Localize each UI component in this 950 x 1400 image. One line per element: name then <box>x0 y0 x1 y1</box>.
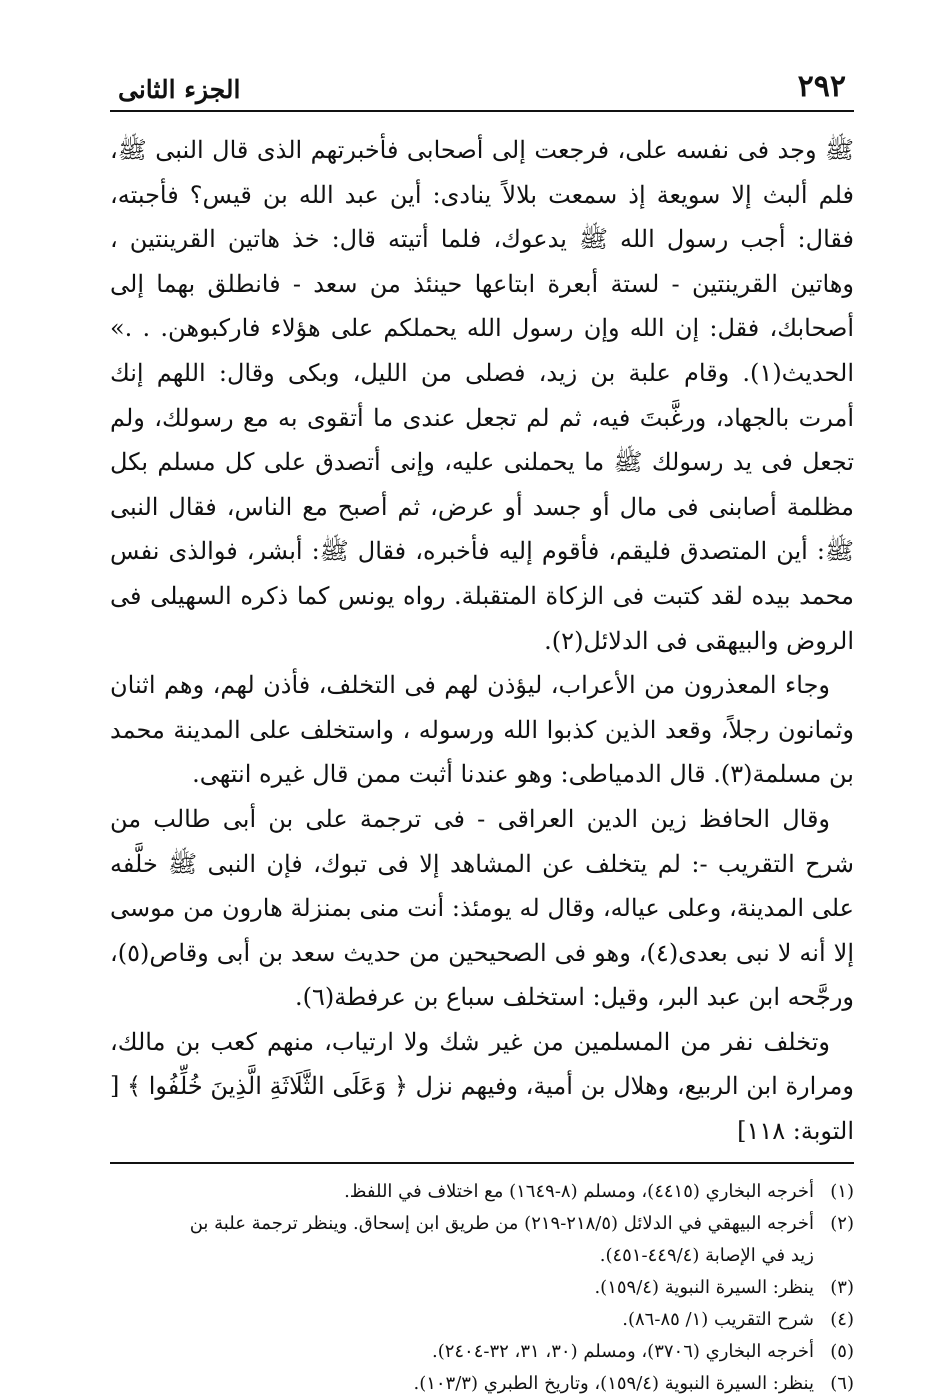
main-text <box>110 128 854 1154</box>
footnote-number: (٤) <box>830 1308 854 1330</box>
footnotes <box>110 1176 854 1400</box>
footnote <box>110 1336 854 1368</box>
footnote-number: (٥) <box>830 1340 854 1362</box>
footnote-text: ينظر: السيرة النبوية (١٥٩/٤). <box>594 1276 814 1298</box>
page-number: ٢٩٢ <box>797 69 846 104</box>
footnote-text: أخرجه البخاري (٤٤١٥)، ومسلم (٨-١٦٤٩) مع اختلاف في اللفظ. <box>344 1180 814 1202</box>
paragraph: ﷺ وجد فى نفسه على، فرجعت إلى أصحابى فأخبرتهم الذى قال النبى ﷺ، فلم ألبث إلا سويعة إذ سمعت بلالاً ينادى: أين عبد الله بن قيس؟ فأجبته، فقال: أجب رسول الله ﷺ يدعوك، فلما أتيته قال: خذ هاتين القرينتين ، وهاتين القرينتين - لستة أبعرة ابتاعها حينئذ من سعد - فانطلق بهما إلى أصحابك، فقل: إن الله وإن رسول الله يحملكم على هؤلاء فاركبوهن. . .» الحديث(١). وقام علبة بن زيد، فصلى من الليل، وبكى وقال: اللهم إنك أمرت بالجهاد، ورغَّبتَ فيه، ثم لم تجعل عندى ما أتقوى به مع رسولك، ولم تجعل فى يد رسولك ﷺ ما يحملنى عليه، وإنى أتصدق على كل مسلم بكل مظلمة أصابنى فى مال أو جسد أو عرض، ثم أصبح مع الناس، فقال النبى ﷺ: أين المتصدق فليقم، فأقوم إليه فأخبره، فقال ﷺ: أبشر، فوالذى نفس محمد بيده لقد كتبت فى الزكاة المتقبلة. رواه يونس كما ذكره السهيلى فى الروض والبيهقى فى الدلائل(٢). <box>110 136 854 655</box>
paragraph: وجاء المعذرون من الأعراب، ليؤذن لهم فى التخلف، فأذن لهم، وهم اثنان وثمانون رجلاً، وقعد الذين كذبوا الله ورسوله ، واستخلف على المدينة محمد بن مسلمة(٣). قال الدمياطى: وهو عندنا أثبت ممن قال غيره انتهى. <box>110 671 854 789</box>
footnote-number: (٦) <box>830 1372 854 1394</box>
footnote <box>110 1272 854 1304</box>
paragraph: وتخلف نفر من المسلمين من غير شك ولا ارتياب، منهم كعب بن مالك، ومرارة ابن الربيع، وهلال بن أمية، وفيهم نزل ﴿ وَعَلَى الثَّلَاثَةِ الَّذِينَ خُلِّفُوا ﴾ [ التوبة: ١١٨] <box>110 1027 854 1146</box>
footnote-number: (١) <box>830 1180 854 1202</box>
footnote-text: أخرجه البخاري (٣٧٠٦)، ومسلم (٣٠، ٣١، ٣٢-٢٤٠٤). <box>431 1340 814 1362</box>
footnote-number: (٣) <box>830 1276 854 1298</box>
footnote <box>110 1368 854 1400</box>
paragraph: وقال الحافظ زين الدين العراقى - فى ترجمة على بن أبى طالب من شرح التقريب -: لم يتخلف عن المشاهد إلا فى تبوك، فإن النبى ﷺ خلَّفه على المدينة، وعلى عياله، وقال له يومئذ: أنت منى بمنزلة هارون من موسى إلا أنه لا نبى بعدى(٤)، وهو فى الصحيحين من حديث سعد بن أبى وقاص(٥)، ورجَّحه ابن عبد البر، وقيل: استخلف سباع بن عرفطة(٦). <box>110 804 855 1012</box>
footnote <box>110 1176 854 1208</box>
footnote <box>110 1208 854 1240</box>
footnote-separator <box>110 1162 854 1164</box>
page-header <box>110 64 854 112</box>
part-title: الجزء الثانى <box>118 75 241 104</box>
footnote-text: ينظر: السيرة النبوية (١٥٩/٤)، وتاريخ الطبري (١٠٣/٣). <box>413 1372 814 1394</box>
footnote-text: أخرجه البيهقي في الدلائل (٢١٨/٥-٢١٩) من طريق ابن إسحاق. وينظر ترجمة علبة بن <box>189 1212 814 1234</box>
footnote-number: (٢) <box>830 1212 854 1234</box>
footnote <box>110 1304 854 1336</box>
footnote-continuation <box>110 1240 854 1272</box>
footnote-text: زيد في الإصابة (٤٤٩/٤-٤٥١). <box>599 1244 814 1266</box>
footnote-text: شرح التقريب (١/ ٨٥-٨٦). <box>622 1308 814 1330</box>
